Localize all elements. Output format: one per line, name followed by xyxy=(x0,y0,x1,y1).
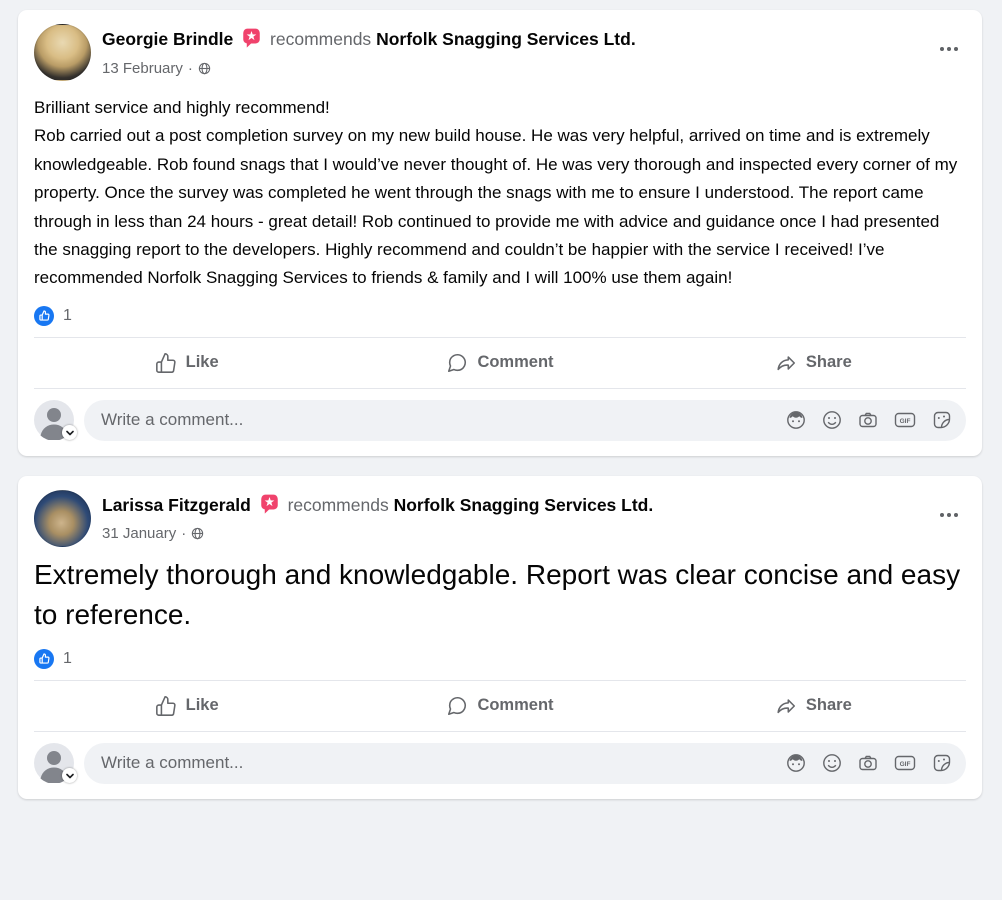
share-arrow-icon xyxy=(775,695,797,717)
post-meta-line xyxy=(102,60,932,77)
avatar-sticker-icon[interactable] xyxy=(786,753,806,773)
thumbs-up-reaction-icon[interactable] xyxy=(34,306,54,326)
camera-icon[interactable] xyxy=(858,410,878,430)
post-actions xyxy=(18,338,982,388)
post-body-text xyxy=(18,81,982,293)
comment-button[interactable] xyxy=(343,685,656,727)
author-name[interactable]: Larissa Fitzgerald xyxy=(102,494,251,515)
camera-icon[interactable] xyxy=(858,753,878,773)
like-button[interactable] xyxy=(30,342,343,384)
share-arrow-icon xyxy=(775,352,797,374)
post-title-line xyxy=(102,27,932,56)
meta-separator xyxy=(181,525,186,542)
recommend-badge-icon xyxy=(241,27,262,56)
author-avatar[interactable] xyxy=(34,24,91,81)
commenter-avatar[interactable] xyxy=(34,743,74,783)
reactions-summary[interactable] xyxy=(18,293,982,337)
comment-button-label: Comment xyxy=(477,353,554,372)
comment-button[interactable] xyxy=(343,342,656,384)
comment-composer xyxy=(18,389,982,456)
comment-input[interactable] xyxy=(99,409,786,431)
sticker-icon[interactable] xyxy=(932,410,952,430)
post-date[interactable]: 31 January xyxy=(102,525,177,543)
share-button-label: Share xyxy=(805,696,852,715)
post-header xyxy=(18,476,982,547)
avatar-sticker-icon[interactable] xyxy=(786,410,806,430)
globe-privacy-icon xyxy=(198,62,211,75)
post-body-text xyxy=(18,547,982,636)
like-button[interactable] xyxy=(30,685,343,727)
business-name[interactable]: Norfolk Snagging Services Ltd. xyxy=(376,29,636,49)
svg-text:GIF: GIF xyxy=(899,761,911,769)
author-avatar[interactable] xyxy=(34,490,91,547)
recommends-text: recommends xyxy=(270,29,372,49)
business-name[interactable]: Norfolk Snagging Services Ltd. xyxy=(393,494,654,515)
thumbs-up-icon xyxy=(155,695,177,717)
svg-text:GIF: GIF xyxy=(899,417,911,425)
reaction-count[interactable]: 1 xyxy=(63,306,72,324)
post-paragraph: Brilliant service and highly recommend! xyxy=(34,98,330,117)
comment-toolbar xyxy=(786,753,952,773)
author-name[interactable]: Georgie Brindle xyxy=(102,29,234,49)
thumbs-up-reaction-icon[interactable] xyxy=(34,649,54,669)
comment-composer xyxy=(18,732,982,799)
post-actions xyxy=(18,681,982,731)
like-button-label: Like xyxy=(185,353,219,372)
reaction-count[interactable]: 1 xyxy=(63,649,72,667)
share-button-label: Share xyxy=(805,353,852,372)
recommends-text: recommends xyxy=(287,494,389,515)
more-options-icon[interactable] xyxy=(932,32,966,71)
post-card-1 xyxy=(18,10,982,456)
post-paragraph: Extremely thorough and knowledgable. Report was clear concise and easy to reference. xyxy=(34,558,961,631)
comment-input-pill[interactable] xyxy=(84,400,966,441)
comment-input[interactable] xyxy=(99,752,786,774)
post-date[interactable]: 13 February xyxy=(102,59,183,77)
comment-bubble-icon xyxy=(446,695,468,717)
like-button-label: Like xyxy=(185,696,219,715)
post-header xyxy=(18,10,982,81)
recommend-badge-icon xyxy=(259,493,280,522)
post-meta-line xyxy=(102,525,932,542)
globe-privacy-icon xyxy=(191,527,204,540)
avatar-chevron-icon[interactable] xyxy=(62,768,77,783)
reactions-summary[interactable] xyxy=(18,636,982,680)
post-header-text xyxy=(102,24,932,81)
comment-bubble-icon xyxy=(446,352,468,374)
post-card-2 xyxy=(18,476,982,799)
thumbs-up-icon xyxy=(155,352,177,374)
sticker-icon[interactable] xyxy=(932,753,952,773)
gif-icon[interactable] xyxy=(894,410,916,430)
commenter-avatar[interactable] xyxy=(34,400,74,440)
post-header-text xyxy=(102,490,932,547)
post-paragraph: Rob carried out a post completion survey on my new build house. He was very helpful, arrived on time and is extremely knowledgeable. Rob found snags that I would’ve never thought of. He was very thorough and inspected every corner of my property. Once the survey was completed he went through the snags with me to ensure I understood. The report came through in less than 24 hours - great detail! Rob continued to provide me with advice and guidance once I had presented the snagging report to the developers. Highly recommend and couldn’t be happier with the service I received! I’ve recommended Norfolk Snagging Services to friends & family and I will 100% use them again! xyxy=(34,126,958,288)
comment-input-pill[interactable] xyxy=(84,743,966,784)
share-button[interactable] xyxy=(657,685,970,727)
emoji-icon[interactable] xyxy=(822,410,842,430)
gif-icon[interactable] xyxy=(894,753,916,773)
share-button[interactable] xyxy=(657,342,970,384)
comment-button-label: Comment xyxy=(477,696,554,715)
comment-toolbar xyxy=(786,410,952,430)
avatar-chevron-icon[interactable] xyxy=(62,425,77,440)
emoji-icon[interactable] xyxy=(822,753,842,773)
more-options-icon[interactable] xyxy=(932,498,966,537)
meta-separator xyxy=(188,60,193,77)
post-title-line xyxy=(102,493,932,522)
